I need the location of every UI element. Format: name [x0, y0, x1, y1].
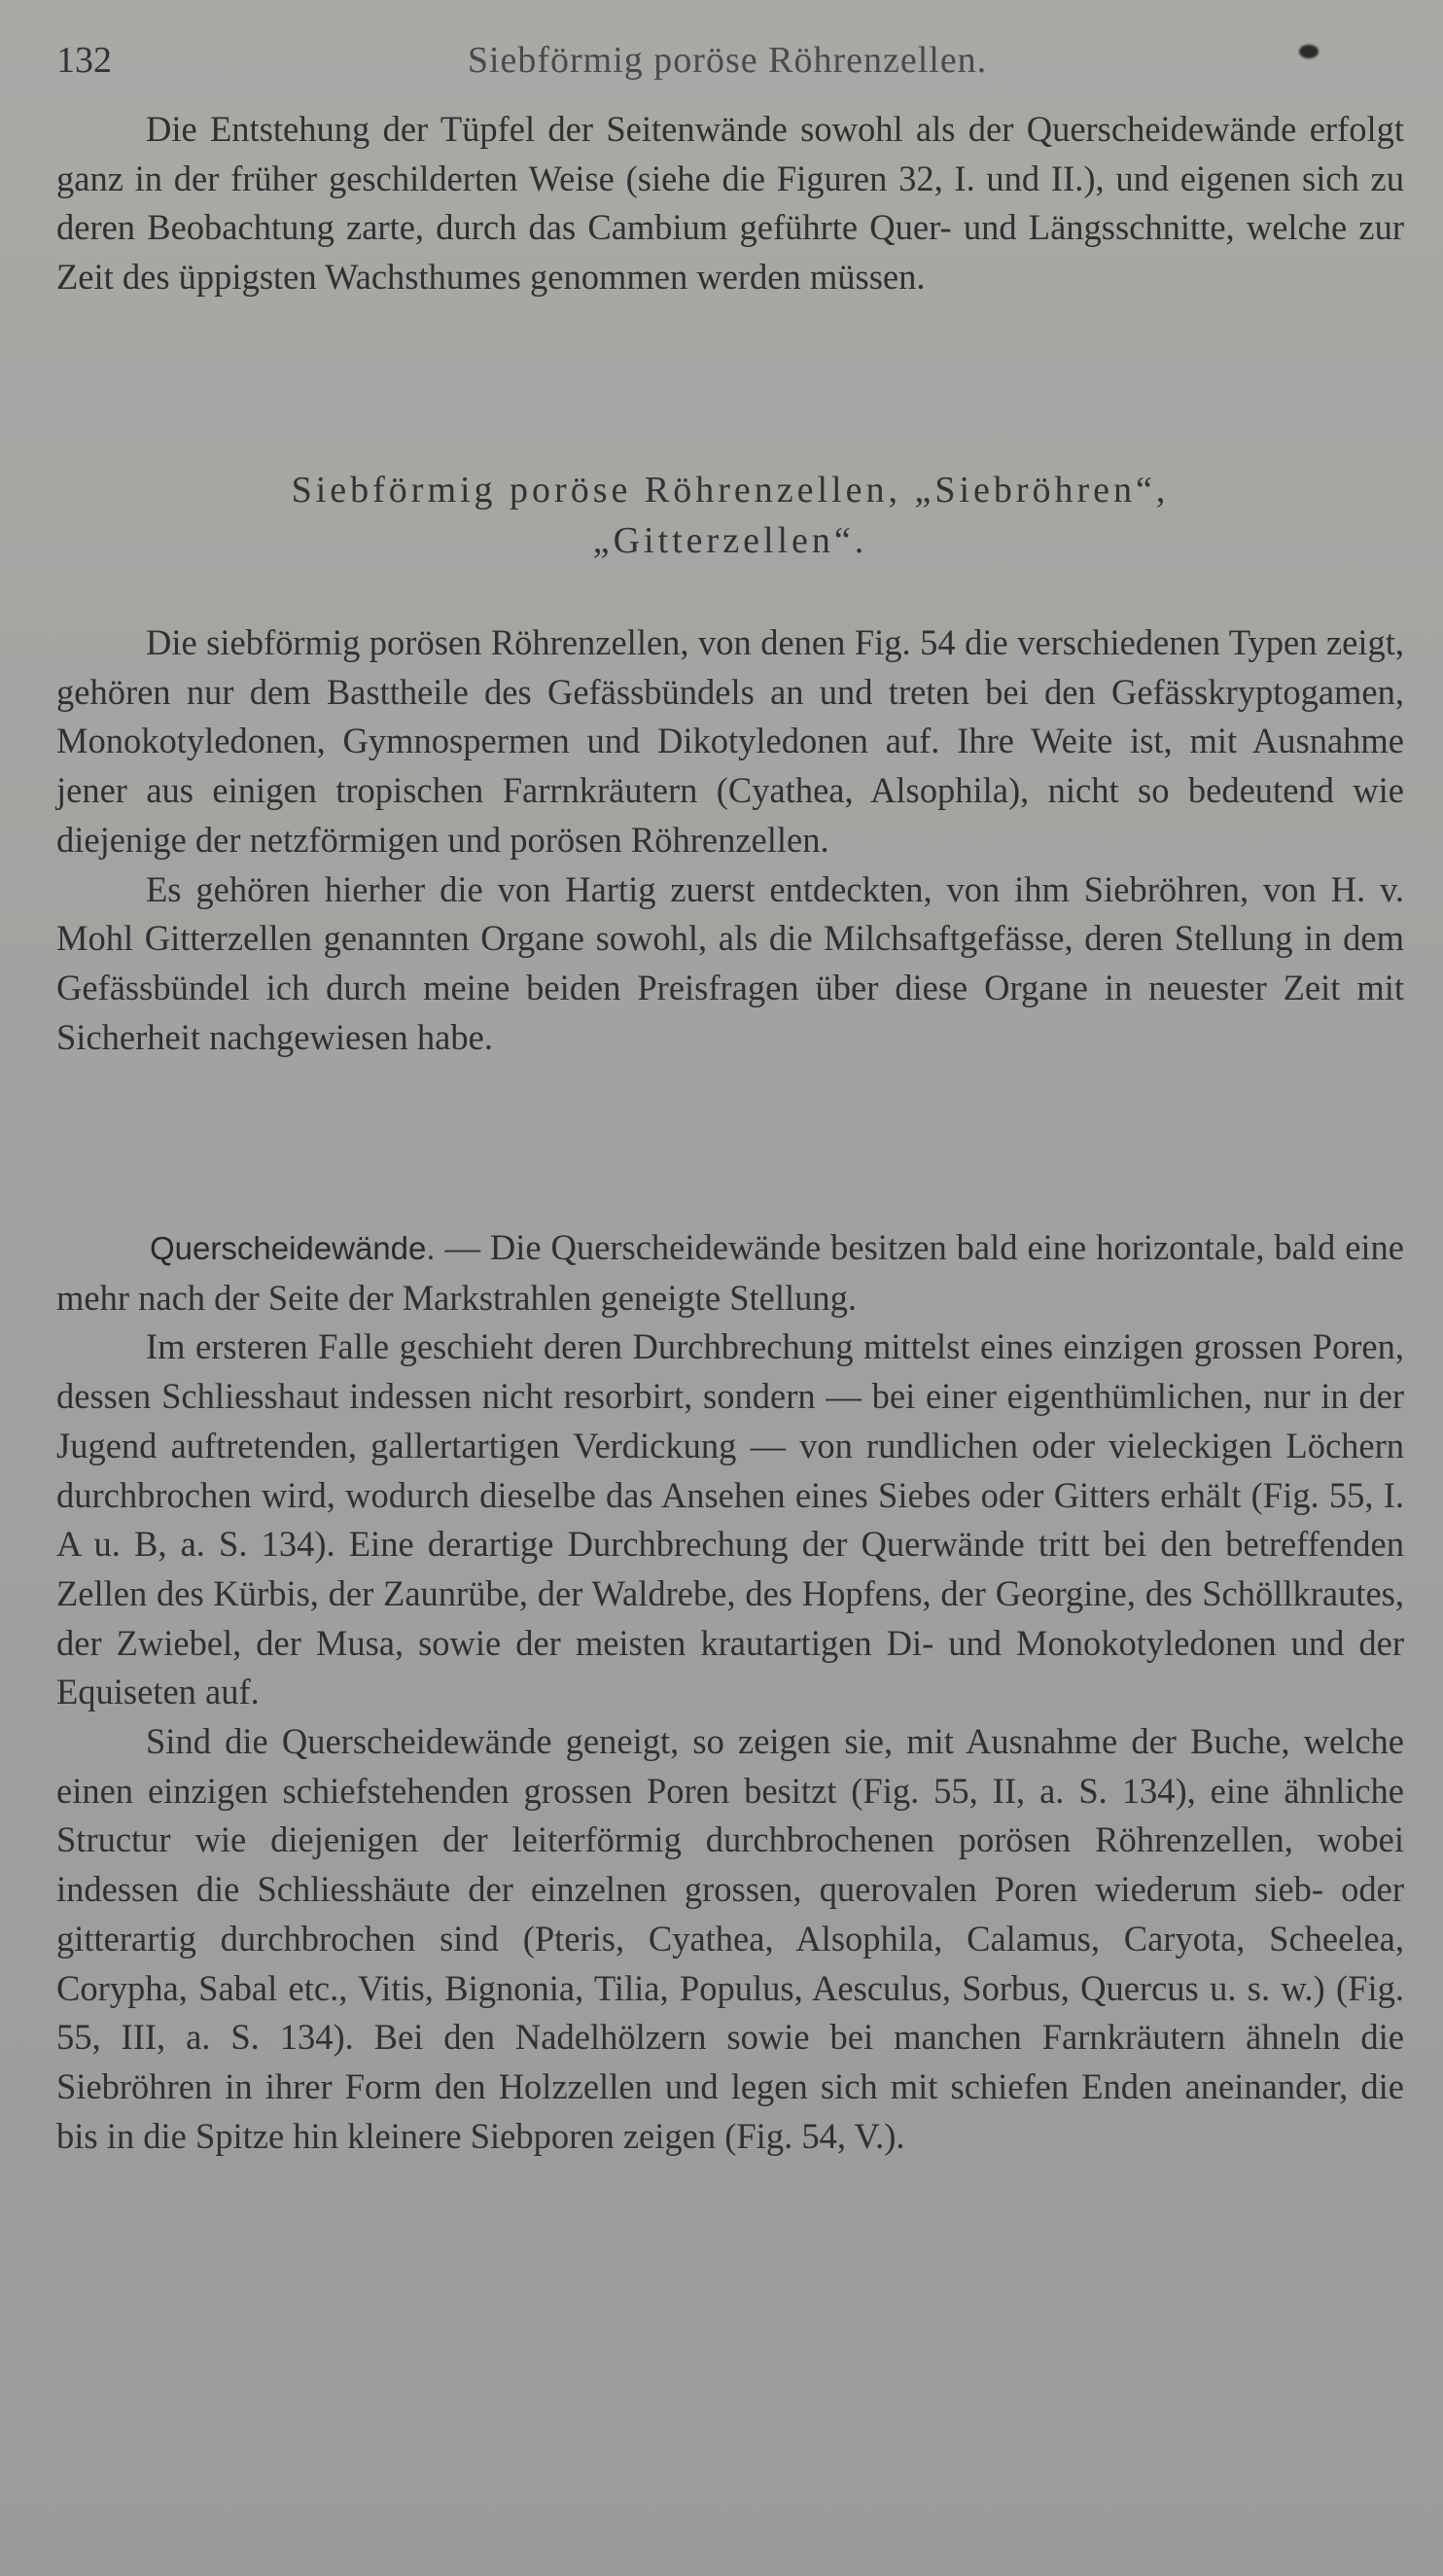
- ink-speck: [1299, 45, 1319, 58]
- section-paragraph-2: Es gehören hierher die von Hartig zuerst entdeckten, von ihm Siebröhren, von H. v. Mohl Gitterzellen genannten Organe sowohl, als die Milchsaftgefässe, deren Stellung in dem Gefässbündel ich durch meine beiden Preisfragen über diese Organe in neuester Zeit mit Sicherheit nachgewiesen habe.: [56, 868, 1404, 1057]
- page-header: [56, 39, 1398, 88]
- subsection-paragraph-3: Sind die Querscheidewände geneigt, so zeigen sie, mit Ausnahme der Buche, welche einen einzigen schiefstehenden grossen Poren besitzt (Fig. 55, II, a. S. 134), eine ähnliche Structur wie diejenigen der leiterförmig durchbrochenen porösen Röhrenzellen, wobei indessen die Schliesshäute der einzelnen grossen, querovalen Poren wiederum sieb- oder gitterartig durchbrochen sind (Pteris, Cyathea, Alsophila, Calamus, Caryota, Scheelea, Corypha, Sabal etc., Vitis, Bignonia, Tilia, Populus, Aesculus, Sorbus, Quercus u. s. w.) (Fig. 55, III, a. S. 134). Bei den Nadelhölzern sowie bei manchen Farnkräutern ähneln die Siebröhren in ihrer Form den Holzzellen und legen sich mit schiefen Enden aneinander, die bis in die Spitze hin kleinere Siebporen zeigen (Fig. 54, V.).: [56, 1721, 1404, 2156]
- section-heading-line-1: Siebförmig poröse Röhrenzellen, „Siebröhren“,: [291, 470, 1170, 511]
- subsection-text-block: [56, 1223, 1404, 2161]
- intro-text-block: [56, 105, 1404, 302]
- section-text-block: [56, 618, 1404, 1062]
- intro-paragraph: Die Entstehung der Tüpfel der Seitenwände sowohl als der Querscheidewände erfolgt ganz in der früher geschilderten Weise (siehe die Figuren 32, I. und II.), und eigenen sich zu deren Beobachtung zarte, durch das Cambium geführte Quer- und Längsschnitte, welche zur Zeit des üppigsten Wachsthumes genommen werden müssen.: [56, 109, 1404, 298]
- section-heading-line-2: „Gitterzellen“.: [592, 520, 868, 561]
- section-heading: [56, 465, 1404, 566]
- running-head: Siebförmig poröse Röhrenzellen.: [467, 40, 988, 81]
- section-paragraph-1: Die siebförmig porösen Röhrenzellen, von denen Fig. 54 die verschiedenen Typen zeigt, gehören nur dem Basttheile des Gefässbündels an und treten bei den Gefässkryptogamen, Monokotyledonen, Gymnospermen und Dikotyledonen auf. Ihre Weite ist, mit Ausnahme jener aus einigen tropischen Farrnkräutern (Cyathea, Alsophila), nicht so bedeutend wie diejenige der netzförmigen und porösen Röhrenzellen.: [56, 622, 1404, 860]
- page-number: 132: [56, 40, 112, 81]
- subsection-first-paragraph: [56, 1223, 1404, 1323]
- subsection-paragraph-2: Im ersteren Falle geschieht deren Durchbrechung mittelst eines einzigen grossen Poren, dessen Schliesshaut indessen nicht resorbirt, sondern — bei einer eigenthümlichen, nur in der Jugend auftretenden, gallertartigen Verdickung — von rundlichen oder vieleckigen Löchern durchbrochen wird, wodurch dieselbe das Ansehen eines Siebes oder Gitters erhält (Fig. 55, I. A u. B, a. S. 134). Eine derartige Durchbrechung der Querwände tritt bei den betreffenden Zellen des Kürbis, der Zaunrübe, der Waldrebe, des Hopfens, der Georgine, des Schöllkrautes, der Zwiebel, der Musa, sowie der meisten krautartigen Di- und Monokotyledonen und der Equiseten auf.: [56, 1326, 1404, 1712]
- subsection-title: Querscheidewände.: [150, 1230, 436, 1266]
- subsection-first-paragraph-text: — Die Querscheidewände besitzen bald eine horizontale, bald eine mehr nach der Seite der Markstrahlen geneigte Stellung.: [56, 1227, 1404, 1318]
